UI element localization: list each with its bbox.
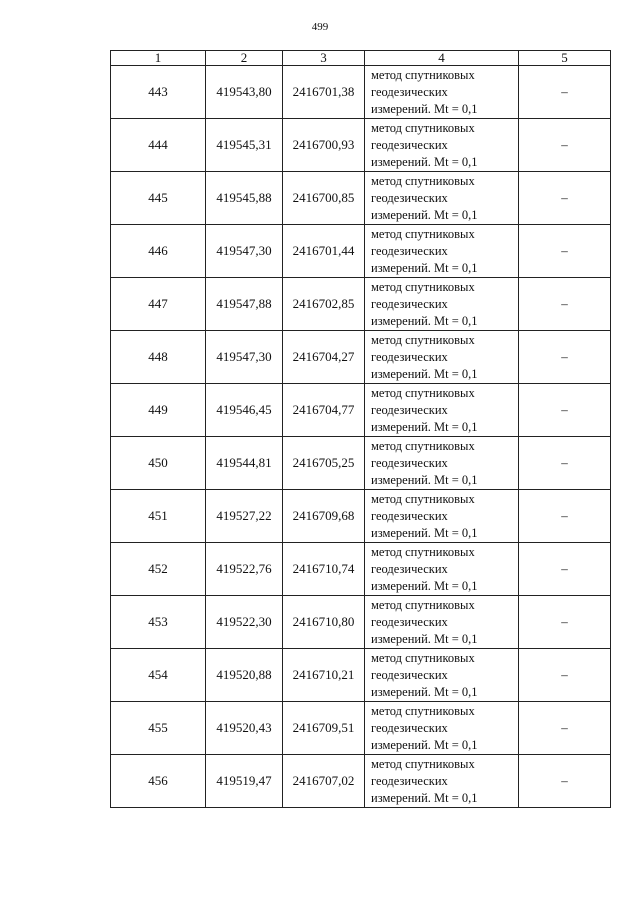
method-text-line: геодезических [371,190,448,205]
table-row [111,278,611,331]
method-text-line: геодезических [371,243,448,258]
y-coordinate-cell: 2416700,85 [283,172,365,225]
point-number-cell: 446 [111,225,206,278]
method-text-line: метод спутниковых [371,226,475,241]
x-coordinate-cell: 419547,30 [206,225,283,278]
y-coordinate-cell: 2416710,74 [283,543,365,596]
x-coordinate-cell: 419520,88 [206,649,283,702]
method-text-line: метод спутниковых [371,279,475,294]
note-cell: – [519,649,611,702]
method-text-line: измерений. Mt = 0,1 [371,313,478,328]
x-coordinate-cell: 419519,47 [206,755,283,808]
point-number-cell: 450 [111,437,206,490]
method-text-line: геодезических [371,84,448,99]
method-text-line: метод спутниковых [371,703,475,718]
note-cell: – [519,437,611,490]
method-cell [365,172,519,225]
point-number-cell: 443 [111,66,206,119]
method-cell [365,331,519,384]
point-number-cell: 452 [111,543,206,596]
note-cell: – [519,490,611,543]
y-coordinate-cell: 2416701,38 [283,66,365,119]
point-number-cell: 445 [111,172,206,225]
table-header-row [111,51,611,66]
method-cell [365,490,519,543]
method-text-line: метод спутниковых [371,67,475,82]
method-text-line: измерений. Mt = 0,1 [371,578,478,593]
method-text-line: метод спутниковых [371,385,475,400]
method-text-line: метод спутниковых [371,120,475,135]
method-text-line: геодезических [371,455,448,470]
method-text-line: метод спутниковых [371,438,475,453]
method-cell [365,596,519,649]
y-coordinate-cell: 2416704,27 [283,331,365,384]
method-cell [365,702,519,755]
note-cell: – [519,172,611,225]
table-row [111,437,611,490]
point-number-cell: 456 [111,755,206,808]
x-coordinate-cell: 419547,30 [206,331,283,384]
y-coordinate-cell: 2416705,25 [283,437,365,490]
note-cell: – [519,543,611,596]
method-text-line: метод спутниковых [371,650,475,665]
table-row [111,384,611,437]
method-text-line: геодезических [371,720,448,735]
y-coordinate-cell: 2416702,85 [283,278,365,331]
x-coordinate-cell: 419520,43 [206,702,283,755]
table-row [111,543,611,596]
note-cell: – [519,66,611,119]
note-cell: – [519,225,611,278]
method-text-line: геодезических [371,137,448,152]
point-number-cell: 449 [111,384,206,437]
x-coordinate-cell: 419527,22 [206,490,283,543]
table-row [111,331,611,384]
point-number-cell: 454 [111,649,206,702]
table-row [111,66,611,119]
method-text-line: геодезических [371,561,448,576]
column-header: 4 [365,51,519,66]
point-number-cell: 448 [111,331,206,384]
y-coordinate-cell: 2416709,51 [283,702,365,755]
method-text-line: геодезических [371,667,448,682]
method-text-line: измерений. Mt = 0,1 [371,154,478,169]
method-cell [365,278,519,331]
x-coordinate-cell: 419545,88 [206,172,283,225]
table-row [111,119,611,172]
method-cell [365,543,519,596]
column-header: 2 [206,51,283,66]
column-header: 5 [519,51,611,66]
y-coordinate-cell: 2416707,02 [283,755,365,808]
method-text-line: измерений. Mt = 0,1 [371,790,478,805]
method-text-line: измерений. Mt = 0,1 [371,419,478,434]
method-cell [365,119,519,172]
point-number-cell: 447 [111,278,206,331]
column-header: 3 [283,51,365,66]
note-cell: – [519,755,611,808]
method-cell [365,437,519,490]
x-coordinate-cell: 419546,45 [206,384,283,437]
method-text-line: измерений. Mt = 0,1 [371,101,478,116]
y-coordinate-cell: 2416709,68 [283,490,365,543]
table-body [111,66,611,808]
point-number-cell: 455 [111,702,206,755]
table-row [111,225,611,278]
method-text-line: метод спутниковых [371,597,475,612]
method-text-line: геодезических [371,773,448,788]
note-cell: – [519,119,611,172]
y-coordinate-cell: 2416704,77 [283,384,365,437]
y-coordinate-cell: 2416700,93 [283,119,365,172]
note-cell: – [519,596,611,649]
method-text-line: измерений. Mt = 0,1 [371,631,478,646]
table-row [111,596,611,649]
method-text-line: метод спутниковых [371,491,475,506]
y-coordinate-cell: 2416710,21 [283,649,365,702]
x-coordinate-cell: 419547,88 [206,278,283,331]
x-coordinate-cell: 419522,76 [206,543,283,596]
note-cell: – [519,702,611,755]
table-row [111,649,611,702]
method-text-line: измерений. Mt = 0,1 [371,260,478,275]
x-coordinate-cell: 419522,30 [206,596,283,649]
table-row [111,172,611,225]
table-row [111,490,611,543]
page-number: 499 [311,21,329,33]
method-cell [365,649,519,702]
method-text-line: измерений. Mt = 0,1 [371,525,478,540]
method-text-line: измерений. Mt = 0,1 [371,684,478,699]
x-coordinate-cell: 419545,31 [206,119,283,172]
method-text-line: измерений. Mt = 0,1 [371,472,478,487]
note-cell: – [519,384,611,437]
method-cell [365,384,519,437]
method-text-line: геодезических [371,296,448,311]
point-number-cell: 453 [111,596,206,649]
column-header: 1 [111,51,206,66]
method-text-line: геодезических [371,508,448,523]
y-coordinate-cell: 2416701,44 [283,225,365,278]
note-cell: – [519,331,611,384]
x-coordinate-cell: 419543,80 [206,66,283,119]
method-text-line: метод спутниковых [371,173,475,188]
table-row [111,702,611,755]
method-text-line: измерений. Mt = 0,1 [371,737,478,752]
y-coordinate-cell: 2416710,80 [283,596,365,649]
note-cell: – [519,278,611,331]
method-text-line: метод спутниковых [371,756,475,771]
method-text-line: метод спутниковых [371,332,475,347]
method-text-line: геодезических [371,614,448,629]
method-cell [365,66,519,119]
method-text-line: измерений. Mt = 0,1 [371,207,478,222]
method-text-line: геодезических [371,349,448,364]
coordinates-table [110,50,611,808]
method-cell [365,225,519,278]
point-number-cell: 451 [111,490,206,543]
point-number-cell: 444 [111,119,206,172]
method-cell [365,755,519,808]
table-row [111,755,611,808]
method-text-line: геодезических [371,402,448,417]
x-coordinate-cell: 419544,81 [206,437,283,490]
method-text-line: измерений. Mt = 0,1 [371,366,478,381]
method-text-line: метод спутниковых [371,544,475,559]
